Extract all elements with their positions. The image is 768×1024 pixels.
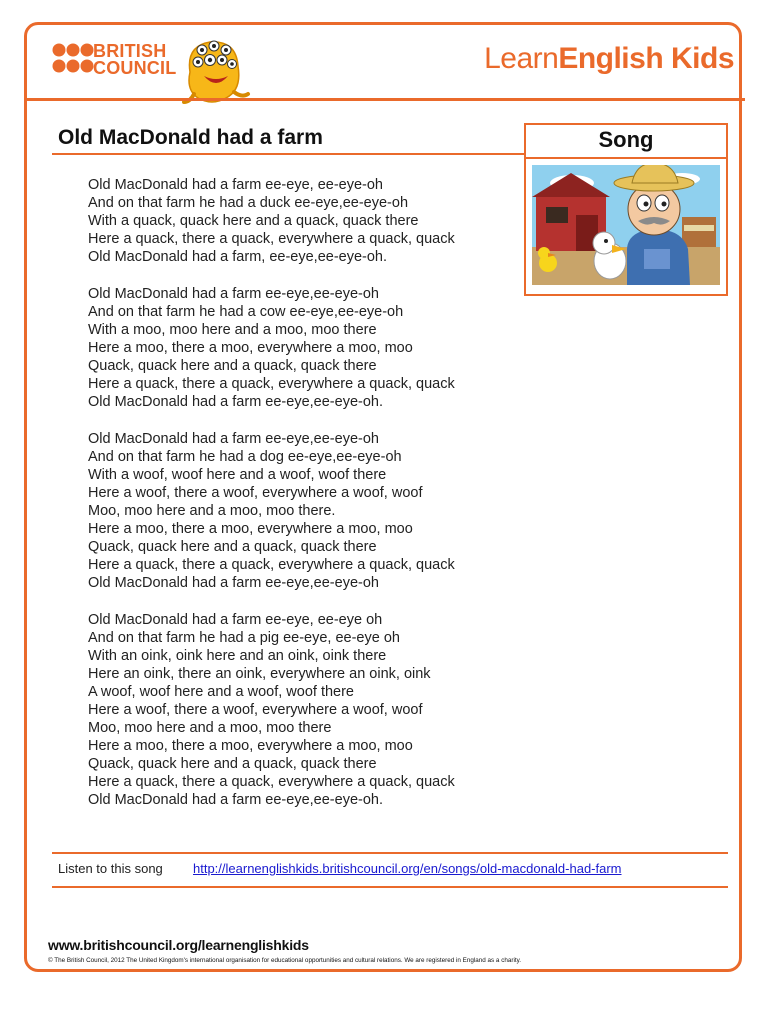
lyric-line: Here a woof, there a woof, everywhere a woof, woof — [88, 484, 423, 501]
brand-light: Learn — [484, 42, 559, 75]
lyric-line: With a quack, quack here and a quack, quack there — [88, 213, 419, 230]
lyric-line: Here a quack, there a quack, everywhere a quack, quack — [88, 376, 455, 393]
lyric-line: Here a woof, there a woof, everywhere a woof, woof — [88, 702, 423, 718]
lyric-line: Old MacDonald had a farm ee-eye,ee-eye-oh. — [88, 792, 383, 809]
lyric-line: And on that farm he had a cow ee-eye,ee-eye-oh — [88, 303, 404, 320]
lyric-line: Here an oink, there an oink, everywhere an oink, oink — [88, 665, 431, 682]
footer-divider-bottom — [52, 886, 728, 888]
song-lyrics — [88, 176, 455, 828]
lyrics-stanza — [88, 285, 455, 412]
org-line2: COUNCIL — [93, 58, 177, 78]
site-url: www.britishcouncil.org/learnenglishkids — [48, 937, 309, 953]
lyric-line: Old MacDonald had a farm ee-eye, ee-eye oh — [88, 611, 383, 628]
lyric-line: A woof, woof here and a woof, woof there — [88, 683, 354, 700]
page-title: Old MacDonald had a farm — [58, 126, 323, 149]
lyric-line: And on that farm he had a duck ee-eye,ee-eye-oh — [88, 195, 409, 212]
lyrics-stanza — [88, 176, 455, 266]
lyric-line: Here a quack, there a quack, everywhere a quack, quack — [88, 774, 455, 791]
lyric-line: Moo, moo here and a moo, moo there — [88, 720, 332, 737]
header-divider — [24, 98, 745, 101]
lyric-line: And on that farm he had a dog ee-eye,ee-eye-oh — [88, 448, 402, 465]
lyrics-stanza — [88, 611, 455, 810]
org-line1: BRITISH — [93, 41, 167, 61]
lyric-line: And on that farm he had a pig ee-eye, ee-eye oh — [88, 629, 400, 646]
title-divider — [52, 153, 526, 155]
listen-label: Listen to this song — [58, 861, 163, 876]
category-label: Song — [598, 127, 654, 152]
british-council-wordmark — [93, 43, 176, 77]
lyrics-stanza — [88, 430, 455, 593]
lyric-line: Here a moo, there a moo, everywhere a moo, moo — [88, 339, 413, 356]
lyric-line: Old MacDonald had a farm ee-eye,ee-eye-oh — [88, 430, 379, 447]
lyric-line: Old MacDonald had a farm ee-eye,ee-eye-oh. — [88, 394, 383, 411]
lyric-line: With a moo, moo here and a moo, moo there — [88, 321, 377, 338]
lyric-line: Quack, quack here and a quack, quack there — [88, 756, 377, 773]
lyric-line: Old MacDonald had a farm ee-eye,ee-eye-oh — [88, 285, 379, 302]
lyric-line: Old MacDonald had a farm ee-eye, ee-eye-oh — [88, 177, 383, 193]
lyric-line: Here a quack, there a quack, everywhere a quack, quack — [88, 231, 455, 248]
learnenglish-kids-logo — [484, 42, 734, 76]
song-link[interactable]: http://learnenglishkids.britishcouncil.org/en/songs/old-macdonald-had-farm — [193, 861, 622, 876]
lyric-line: Moo, moo here and a moo, moo there. — [88, 502, 336, 519]
lyric-line: Here a moo, there a moo, everywhere a moo, moo — [88, 738, 413, 755]
brand-bold: English Kids — [558, 42, 734, 75]
farmer-duck-illustration-icon — [532, 165, 720, 285]
lyric-line: Quack, quack here and a quack, quack there — [88, 358, 377, 375]
lyric-line: With an oink, oink here and an oink, oink there — [88, 647, 387, 664]
song-category-box — [524, 123, 728, 296]
lyric-line: Old MacDonald had a farm ee-eye,ee-eye-oh — [88, 575, 379, 592]
lyric-line: Here a quack, there a quack, everywhere a quack, quack — [88, 557, 455, 574]
footer-divider-top — [52, 852, 728, 854]
monster-mascot-icon — [176, 32, 254, 106]
copyright-notice: © The British Council, 2012 The United Kingdom's international organisation for educational opportunities and cultural relations. We are registered in England as a charity. — [48, 957, 522, 964]
lyric-line: Here a moo, there a moo, everywhere a moo, moo — [88, 520, 413, 537]
lyric-line: With a woof, woof here and a woof, woof there — [88, 466, 387, 483]
lyric-line: Quack, quack here and a quack, quack there — [88, 539, 377, 556]
lyric-line: Old MacDonald had a farm, ee-eye,ee-eye-oh. — [88, 249, 388, 266]
category-divider — [526, 157, 726, 159]
